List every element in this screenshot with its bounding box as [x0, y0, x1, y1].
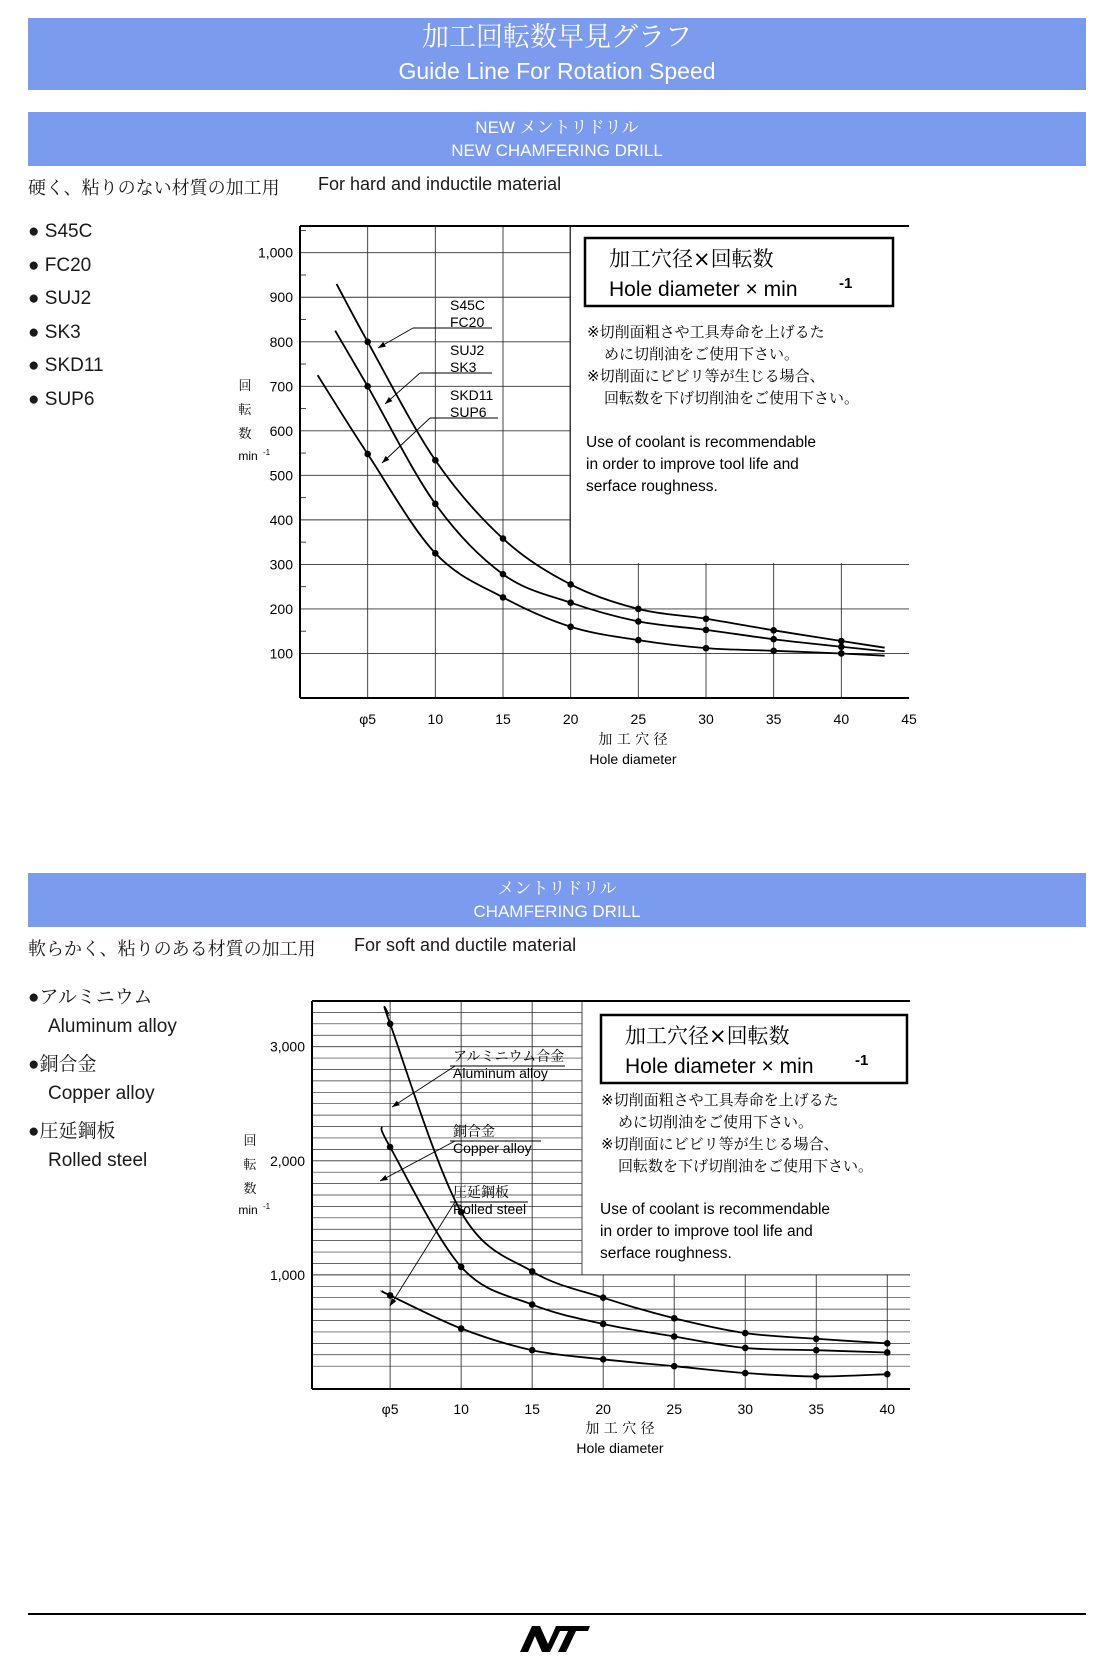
data-point	[770, 648, 777, 655]
x-axis-label-jp: 加 工 穴 径	[585, 1421, 655, 1437]
y-axis-label-jp: 転	[238, 403, 252, 418]
series-label: 圧延鋼板	[453, 1184, 509, 1200]
material-label: SUJ2	[44, 288, 92, 309]
x-tick-label: 10	[427, 711, 444, 727]
series-label: SK3	[450, 359, 477, 375]
data-point	[567, 623, 574, 630]
data-point	[387, 1144, 394, 1151]
x-axis-label-en: Hole diameter	[576, 1440, 664, 1456]
note-text-jp: めに切削油をご使用下さい。	[618, 1113, 814, 1131]
footer-rule	[28, 1613, 1086, 1615]
note-text-jp: ※切削面にビビリ等が生じる場合、	[587, 367, 825, 385]
material-label: SK3	[44, 321, 81, 343]
section1-title-jp: NEW メントリドリル	[475, 118, 639, 137]
section1-title-en: NEW CHAMFERING DRILL	[451, 141, 663, 160]
y-axis-label-jp: 回	[238, 379, 252, 394]
data-point	[458, 1325, 465, 1332]
note-text-en: Use of coolant is recommendable	[600, 1201, 831, 1218]
data-point	[703, 615, 710, 622]
data-point	[567, 581, 574, 588]
x-tick-label: 40	[833, 711, 850, 727]
nt-logo-icon	[518, 1622, 598, 1654]
x-tick-label: 25	[630, 711, 647, 727]
data-point	[703, 645, 710, 652]
series-label: 銅合金	[453, 1123, 495, 1139]
y-tick-label: 300	[269, 556, 293, 573]
x-axis-label-jp: 加 工 穴 径	[598, 732, 668, 748]
y-tick-label: 800	[269, 333, 293, 350]
x-tick-label: 15	[495, 711, 511, 727]
y-tick-label: 400	[269, 511, 293, 528]
arrowhead-icon	[380, 1175, 388, 1181]
note-text-en: serface roughness.	[600, 1245, 732, 1262]
material-label: SKD11	[44, 355, 104, 376]
data-point	[770, 636, 777, 643]
data-point	[838, 643, 845, 650]
y-tick-label: 3,000	[269, 1038, 305, 1055]
data-point	[364, 383, 371, 390]
x-tick-label: 40	[879, 1401, 896, 1417]
y-axis-label-jp: 数	[238, 427, 252, 442]
data-point	[387, 1021, 394, 1028]
data-point	[671, 1315, 678, 1322]
x-axis-label-en: Hole diameter	[589, 751, 677, 767]
note-title-jp: 加工穴径×回転数	[609, 247, 774, 271]
series-label: Aluminum alloy	[453, 1065, 548, 1081]
arrowhead-icon	[390, 1298, 396, 1306]
x-tick-label: 30	[737, 1401, 754, 1417]
y-tick-label: 1,000	[269, 1266, 305, 1283]
y-axis-label-jp: 転	[243, 1158, 257, 1173]
data-point	[838, 650, 845, 657]
y-tick-label: 100	[269, 645, 293, 662]
material-item: ● FC20	[28, 254, 92, 276]
note-title-jp: 加工穴径×回転数	[625, 1024, 790, 1048]
data-point	[432, 501, 439, 508]
series-line	[381, 1291, 887, 1377]
data-point	[529, 1347, 536, 1354]
y-axis-label-jp: 回	[243, 1134, 257, 1149]
material-item-jp: ●アルミニウム	[28, 987, 153, 1008]
material-item: ● SK3	[28, 321, 81, 343]
section2-desc-jp: 軟らかく、粘りのある材質の加工用	[28, 939, 316, 959]
x-tick-label: φ5	[359, 711, 377, 727]
data-point	[703, 627, 710, 634]
note-title-en: Hole diameter × min	[609, 278, 798, 301]
data-point	[671, 1333, 678, 1340]
data-point	[600, 1294, 607, 1301]
note-text-jp: ※切削面粗さや工具寿命を上げるた	[587, 323, 825, 341]
data-point	[432, 457, 439, 464]
series-label: SUP6	[450, 404, 487, 420]
y-axis-unit-sup: -1	[263, 1202, 271, 1211]
data-point	[742, 1345, 749, 1352]
material-item: ● SKD11	[28, 355, 104, 376]
data-point	[742, 1370, 749, 1377]
data-point	[813, 1347, 820, 1354]
data-point	[600, 1321, 607, 1328]
data-point	[500, 571, 507, 578]
note-text-jp: 回転数を下げ切削油をご使用下さい。	[604, 389, 860, 407]
y-tick-label: 700	[269, 378, 293, 395]
x-tick-label: φ5	[381, 1401, 399, 1417]
material-item: ● SUJ2	[28, 288, 92, 309]
data-point	[813, 1335, 820, 1342]
y-axis-unit-sup: -1	[263, 448, 271, 457]
note-title-sup: -1	[855, 1052, 869, 1069]
y-tick-label: 600	[269, 422, 293, 439]
series-label: SKD11	[450, 387, 494, 403]
x-tick-label: 15	[524, 1401, 540, 1417]
data-point	[671, 1363, 678, 1370]
data-point	[884, 1371, 891, 1378]
note-title-en: Hole diameter × min	[625, 1055, 814, 1078]
material-item: ● SUP6	[28, 388, 95, 410]
series-label: S45C	[450, 297, 486, 313]
section2-desc-en: For soft and ductile material	[354, 935, 577, 955]
note-text-en: serface roughness.	[586, 478, 718, 495]
data-point	[742, 1330, 749, 1337]
y-tick-label: 200	[269, 600, 293, 617]
note-text-en: in order to improve tool life and	[600, 1223, 813, 1240]
data-point	[387, 1292, 394, 1299]
data-point	[838, 638, 845, 645]
series-label: FC20	[450, 314, 485, 330]
data-point	[884, 1340, 891, 1347]
material-label: FC20	[44, 254, 92, 276]
data-point	[884, 1349, 891, 1356]
section2-title-en: CHAMFERING DRILL	[473, 902, 641, 921]
note-text-en: Use of coolant is recommendable	[586, 434, 817, 451]
data-point	[364, 338, 371, 345]
y-tick-label: 2,000	[269, 1152, 305, 1169]
data-point	[635, 618, 642, 625]
data-point	[364, 451, 371, 458]
y-axis-label-jp: 数	[243, 1182, 257, 1197]
note-text-jp: めに切削油をご使用下さい。	[604, 345, 800, 363]
y-tick-label: 500	[269, 467, 293, 484]
note-text-jp: ※切削面にビビリ等が生じる場合、	[601, 1135, 839, 1153]
data-point	[770, 627, 777, 634]
section1-desc-jp: 硬く、粘りのない材質の加工用	[28, 178, 280, 198]
data-point	[500, 594, 507, 601]
data-point	[600, 1356, 607, 1363]
data-point	[500, 535, 507, 542]
series-leader-line	[392, 1066, 455, 1107]
section1-desc-en: For hard and inductile material	[318, 174, 562, 194]
note-text-en: in order to improve tool life and	[586, 456, 799, 473]
page-title-jp: 加工回転数早見グラフ	[422, 22, 692, 53]
series-label: Copper alloy	[453, 1140, 532, 1156]
material-item-en: Copper alloy	[48, 1082, 155, 1104]
series-label: Rolled steel	[453, 1201, 527, 1217]
y-tick-label: 1,000	[257, 244, 293, 261]
data-point	[529, 1301, 536, 1308]
material-label: SUP6	[44, 388, 95, 410]
data-point	[458, 1264, 465, 1271]
x-tick-label: 45	[901, 711, 917, 727]
arrowhead-icon	[378, 342, 386, 348]
y-axis-unit: min	[238, 449, 258, 463]
note-text-jp: 回転数を下げ切削油をご使用下さい。	[618, 1157, 874, 1175]
material-item: ● S45C	[28, 221, 93, 242]
x-tick-label: 20	[562, 711, 579, 727]
note-text-jp: ※切削面粗さや工具寿命を上げるた	[601, 1091, 839, 1109]
data-point	[635, 606, 642, 613]
x-tick-label: 35	[808, 1401, 825, 1417]
y-tick-label: 900	[269, 289, 293, 306]
page-title-en: Guide Line For Rotation Speed	[398, 58, 716, 84]
note-title-sup: -1	[839, 275, 853, 292]
x-tick-label: 25	[666, 1401, 682, 1417]
x-tick-label: 30	[698, 711, 714, 727]
section2-title-jp: メントリドリル	[497, 879, 617, 898]
data-point	[567, 599, 574, 606]
data-point	[529, 1268, 536, 1275]
material-item-en: Aluminum alloy	[48, 1015, 177, 1037]
material-item-jp: ●銅合金	[28, 1054, 97, 1075]
data-point	[432, 550, 439, 557]
y-axis-unit: min	[238, 1203, 258, 1217]
material-item-en: Rolled steel	[48, 1149, 148, 1171]
material-label: S45C	[44, 221, 93, 242]
data-point	[813, 1373, 820, 1380]
series-label: アルミニウム合金	[453, 1048, 565, 1064]
material-item-jp: ●圧延鋼板	[28, 1121, 116, 1142]
x-tick-label: 35	[765, 711, 782, 727]
data-point	[635, 637, 642, 644]
x-tick-label: 20	[595, 1401, 611, 1417]
series-label: SUJ2	[450, 342, 485, 358]
x-tick-label: 10	[453, 1401, 469, 1417]
